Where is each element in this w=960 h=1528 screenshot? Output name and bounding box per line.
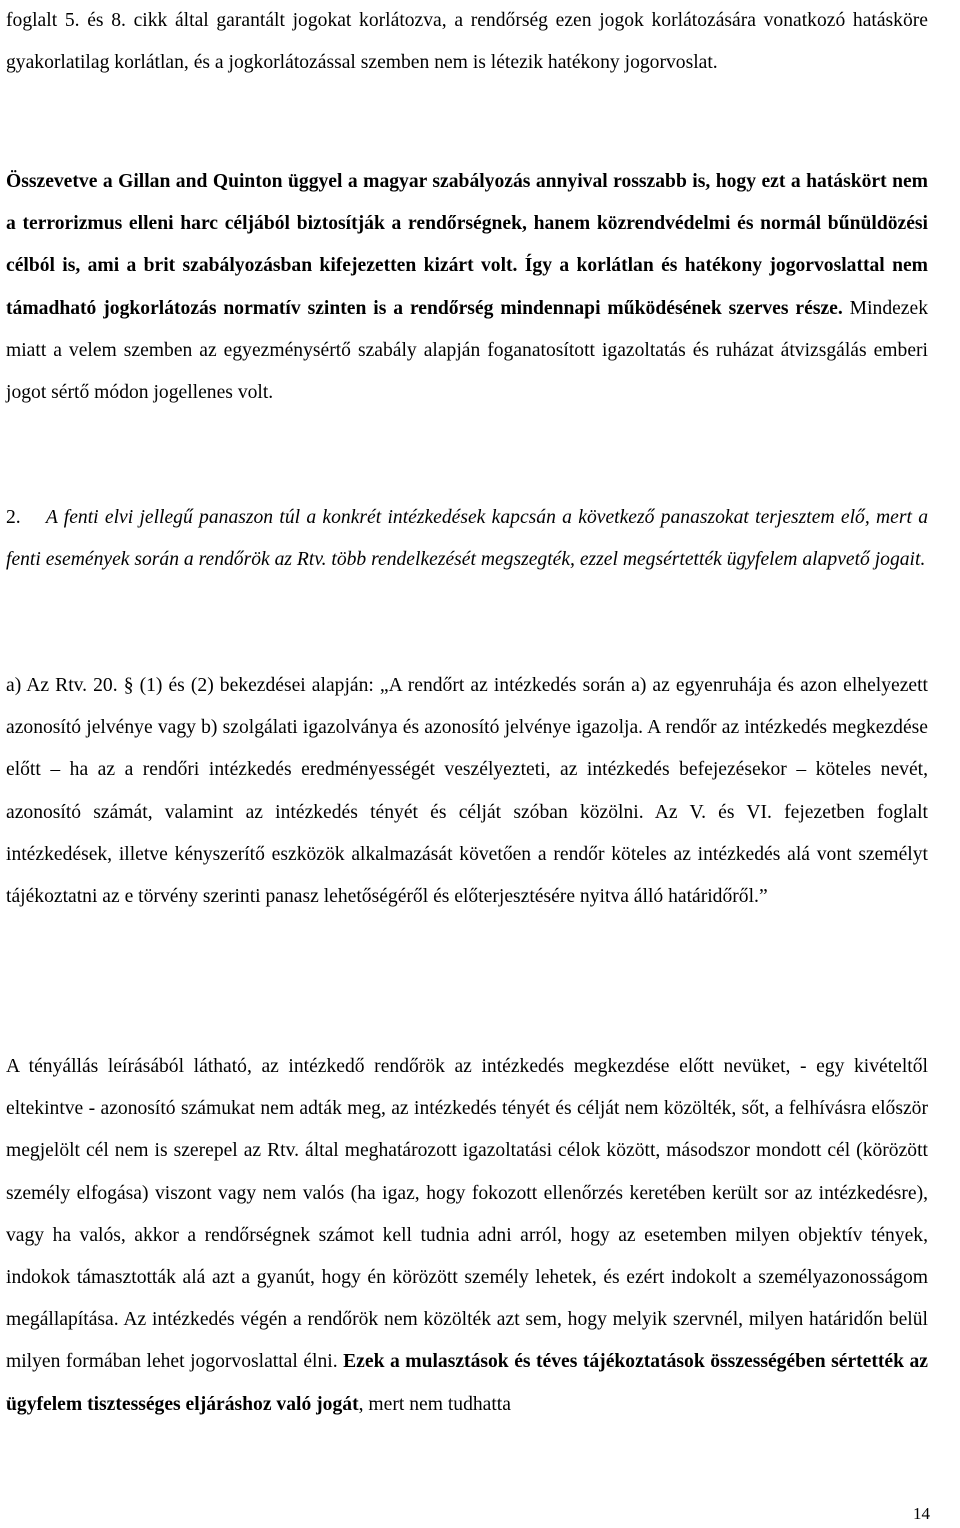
paragraph-italic-text: A fenti elvi jellegű panaszon túl a konkrét intézkedések kapcsán a következő panaszokat terjesztem elő, mert a fenti események során a rendőrök az Rtv. több rendelkezését megszegték, ezzel megsértették ügyfelem alapvető jogait. [6,507,929,571]
section-number: 2. [6,507,46,528]
paragraph-bold-text: Ezek a mulasztások és téves tájékoztatások összességében sértették az ügyfelem tisztességes eljáráshoz való jogát [6,1351,928,1415]
paragraph-facts-analysis [6,1046,928,1426]
paragraph-text: A tényállás leírásából látható, az intézkedő rendőrök az intézkedés megkezdése előtt nevüket, - egy kivételtől eltekintve - azonosító számukat nem adták meg, az intézkedés tényét és célját nem közölték, sőt, a felhívásra először megjelölt cél nem is szerepel az Rtv. által meghatározott igazoltatási célok között, másodszor mondott cél (körözött személy elfogása) viszont vagy nem valós (ha igaz, hogy fokozott ellenőrzés keretében került sor az intézkedésre), vagy ha valós, akkor a rendőrségnek számot kell tudnia adni arról, hogy az esetemben milyen objektív tények, indokok támasztották alá azt a gyanút, hogy én körözött személy lehetek, és ezért indokolt a személyazonosságom megállapítása. Az intézkedés végén a rendőrök nem közölték azt sem, hogy melyik szervnél, milyen határidőn belül milyen formában lehet jogorvoslattal élni. [6,1056,928,1373]
paragraph-text: a) Az Rtv. 20. § (1) és (2) bekezdései alapján: „A rendőrt az intézkedés során a) az egyenruhája és azon elhelyezett azonosító jelvénye vagy b) szolgálati igazolványa és azonosító jelvénye igazolja. A rendőr az intézkedés megkezdése előtt – ha az a rendőri intézkedés eredményességét veszélyezteti, az intézkedés befejezésekor – köteles nevét, azonosító számát, valamint az intézkedés tényét és célját szóban közölni. Az V. és VI. fejezetben foglalt intézkedések, illetve kényszerítő eszközök alkalmazását követően a rendőr köteles az intézkedés alá vont személyt tájékoztatni az e törvény szerinti panasz lehetőségéről és előterjesztésére nyitva álló határidőről.” [6,675,928,908]
paragraph-rights-restriction [6,0,928,84]
paragraph-gillan-quinton-comparison [6,161,928,414]
paragraph-text: Mindezek miatt a velem szemben az egyezménysértő szabály alapján foganatosított igazoltatás és ruházat átvizsgálás emberi jogot sértő módon jogellenes volt. [6,297,928,404]
page-number: 14 [913,1504,930,1523]
paragraph-section-2 [6,497,928,581]
paragraph-rtv-20-quote [6,665,928,918]
paragraph-text-end: , mert nem tudhatta [358,1393,511,1415]
paragraph-bold-text: Összevetve a Gillan and Quinton üggyel a magyar szabályozás annyival rosszabb is, hogy ezt a hatáskört nem a terrorizmus elleni harc céljából biztosítják a rendőrségnek, hanem közrendvédelmi és normál bűnüldözési célból is, ami a brit szabályozásban kifejezetten kizárt volt. Így a korlátlan és hatékony jogorvoslattal nem támadható jogkorlátozás normatív szinten is a rendőrség mindennapi működésének szerves része. [6,171,928,319]
paragraph-text: foglalt 5. és 8. cikk által garantált jogokat korlátozva, a rendőrség ezen jogok korlátozására vonatkozó hatásköre gyakorlatilag korlátlan, és a jogkorlátozással szemben nem is létezik hatékony jogorvoslat. [6,10,928,74]
